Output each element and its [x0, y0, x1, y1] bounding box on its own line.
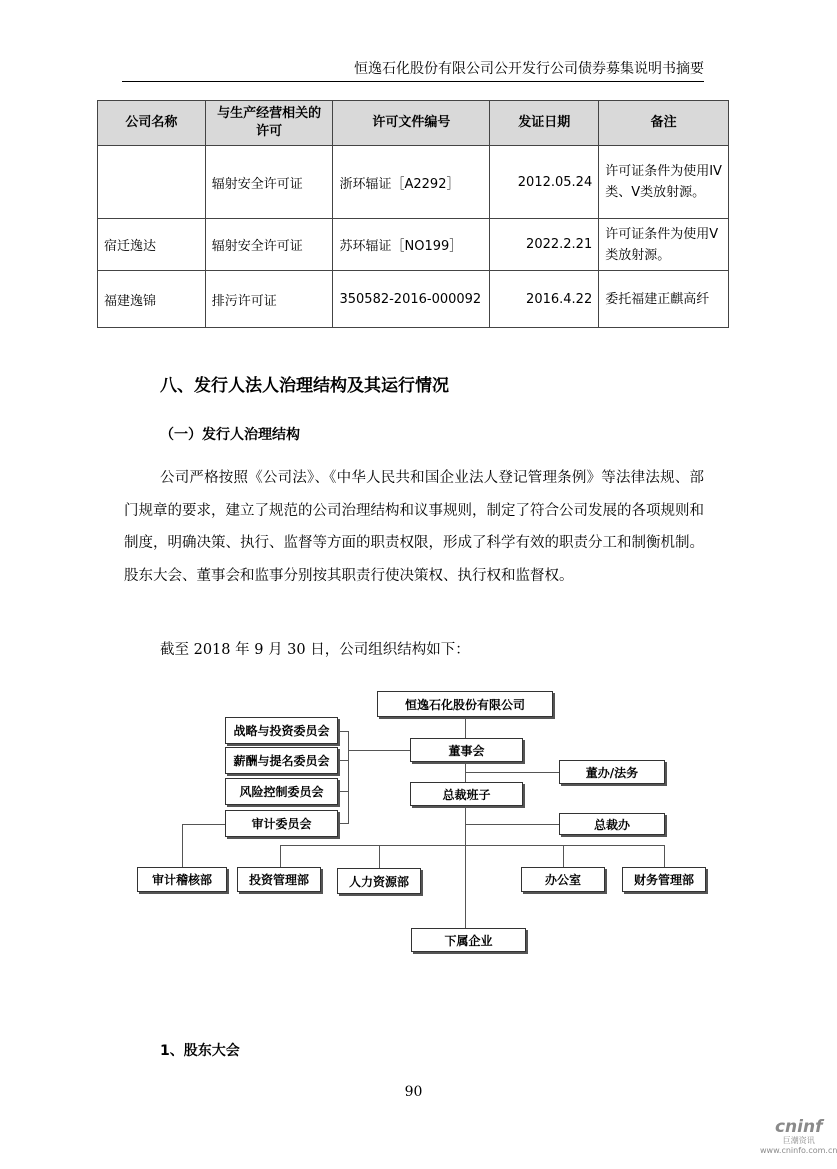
- cninfo-logo-sub: 巨潮资讯: [782, 1136, 815, 1145]
- org-committee-box: 风险控制委员会: [225, 778, 338, 805]
- org-department-box: 审计稽核部: [137, 867, 227, 892]
- table-cell-note: 许可证条件为使用V类放射源。: [599, 219, 729, 271]
- org-chart-intro: 截至 2018 年 9 月 30 日，公司组织结构如下：: [160, 642, 470, 658]
- org-committee-box: 战略与投资委员会: [225, 717, 338, 744]
- document-header: 恒逸石化股份有限公司公开发行公司债券募集说明书摘要: [354, 61, 704, 77]
- table-cell-note: 委托福建正麒高纤: [599, 271, 729, 328]
- column-header: 发证日期: [490, 101, 599, 146]
- org-president-team-box: 总裁班子: [410, 782, 523, 806]
- table-cell-number: 苏环辐证［NO199］: [333, 219, 490, 271]
- org-connector: [465, 716, 466, 738]
- table-cell-company: 宿迁逸达: [98, 219, 206, 271]
- table-cell-note: 许可证条件为使用IV类、V类放射源。: [599, 146, 729, 219]
- org-connector: [280, 845, 665, 846]
- section-subheading: （一）发行人治理结构: [160, 427, 300, 443]
- table-cell-number: 350582-2016-000092: [333, 271, 490, 328]
- org-connector: [182, 824, 183, 868]
- org-connector: [338, 731, 348, 732]
- table-cell-date: 2022.2.21: [490, 219, 599, 271]
- table-cell-date: 2016.4.22: [490, 271, 599, 328]
- org-department-box: 人力资源部: [337, 868, 421, 894]
- table-cell-company: [98, 146, 206, 219]
- org-company-box: 恒逸石化股份有限公司: [377, 691, 553, 717]
- org-connector: [563, 845, 564, 867]
- org-connector: [664, 845, 665, 867]
- cninfo-logo-url: www.cninfo.com.cn: [760, 1146, 837, 1155]
- table-cell-date: 2012.05.24: [490, 146, 599, 219]
- table-cell-permit: 排污许可证: [205, 271, 333, 328]
- table-cell-permit: 辐射安全许可证: [205, 146, 333, 219]
- org-connector: [379, 845, 380, 868]
- org-committee-box: 薪酬与提名委员会: [225, 747, 338, 774]
- org-connector: [465, 772, 559, 773]
- cninfo-logo: [760, 1118, 837, 1156]
- table-row: [98, 271, 729, 328]
- org-board-office-box: 董办/法务: [559, 760, 665, 784]
- table-cell-permit: 辐射安全许可证: [205, 219, 333, 271]
- table-cell-number: 浙环辐证［A2292］: [333, 146, 490, 219]
- org-connector: [280, 845, 281, 867]
- org-connector: [182, 824, 225, 825]
- column-header: 许可文件编号: [333, 101, 490, 146]
- table-header-row: [98, 101, 729, 146]
- org-department-box: 办公室: [521, 867, 605, 892]
- org-connector: [338, 823, 348, 824]
- org-connector: [465, 824, 559, 825]
- org-connector: [338, 791, 348, 792]
- header-rule: [122, 81, 704, 82]
- org-connector: [348, 750, 410, 751]
- table-row: [98, 146, 729, 219]
- page-number: 90: [404, 1084, 423, 1100]
- table-cell-company: 福建逸锦: [98, 271, 206, 328]
- section-heading: 八、发行人法人治理结构及其运行情况: [160, 376, 449, 396]
- body-paragraph: 公司严格按照《公司法》、《中华人民共和国企业法人登记管理条例》等法律法规、部门规章的要求，建立了规范的公司治理结构和议事规则，制定了符合公司发展的各项规则和制度，明确决策、执行、监督等方面的职责权限，形成了科学有效的职责分工和制衡机制。股东大会、董事会和监事分别按其职责行使决策权、执行权和监督权。: [124, 470, 704, 584]
- table-row: [98, 219, 729, 271]
- org-department-box: 投资管理部: [237, 867, 321, 892]
- org-board-box: 董事会: [410, 738, 523, 762]
- org-department-box: 财务管理部: [622, 867, 706, 892]
- org-connector: [338, 760, 348, 761]
- subsection-title: 1、股东大会: [160, 1043, 240, 1059]
- column-header: 公司名称: [98, 101, 206, 146]
- column-header: 与生产经营相关的许可: [205, 101, 333, 146]
- org-president-office-box: 总裁办: [559, 813, 665, 835]
- column-header: 备注: [599, 101, 729, 146]
- org-subsidiaries-box: 下属企业: [411, 928, 526, 952]
- org-connector: [348, 731, 349, 824]
- cninfo-logo-brand: cninf: [774, 1117, 823, 1137]
- org-committee-box: 审计委员会: [225, 810, 338, 837]
- permits-table: [97, 100, 729, 328]
